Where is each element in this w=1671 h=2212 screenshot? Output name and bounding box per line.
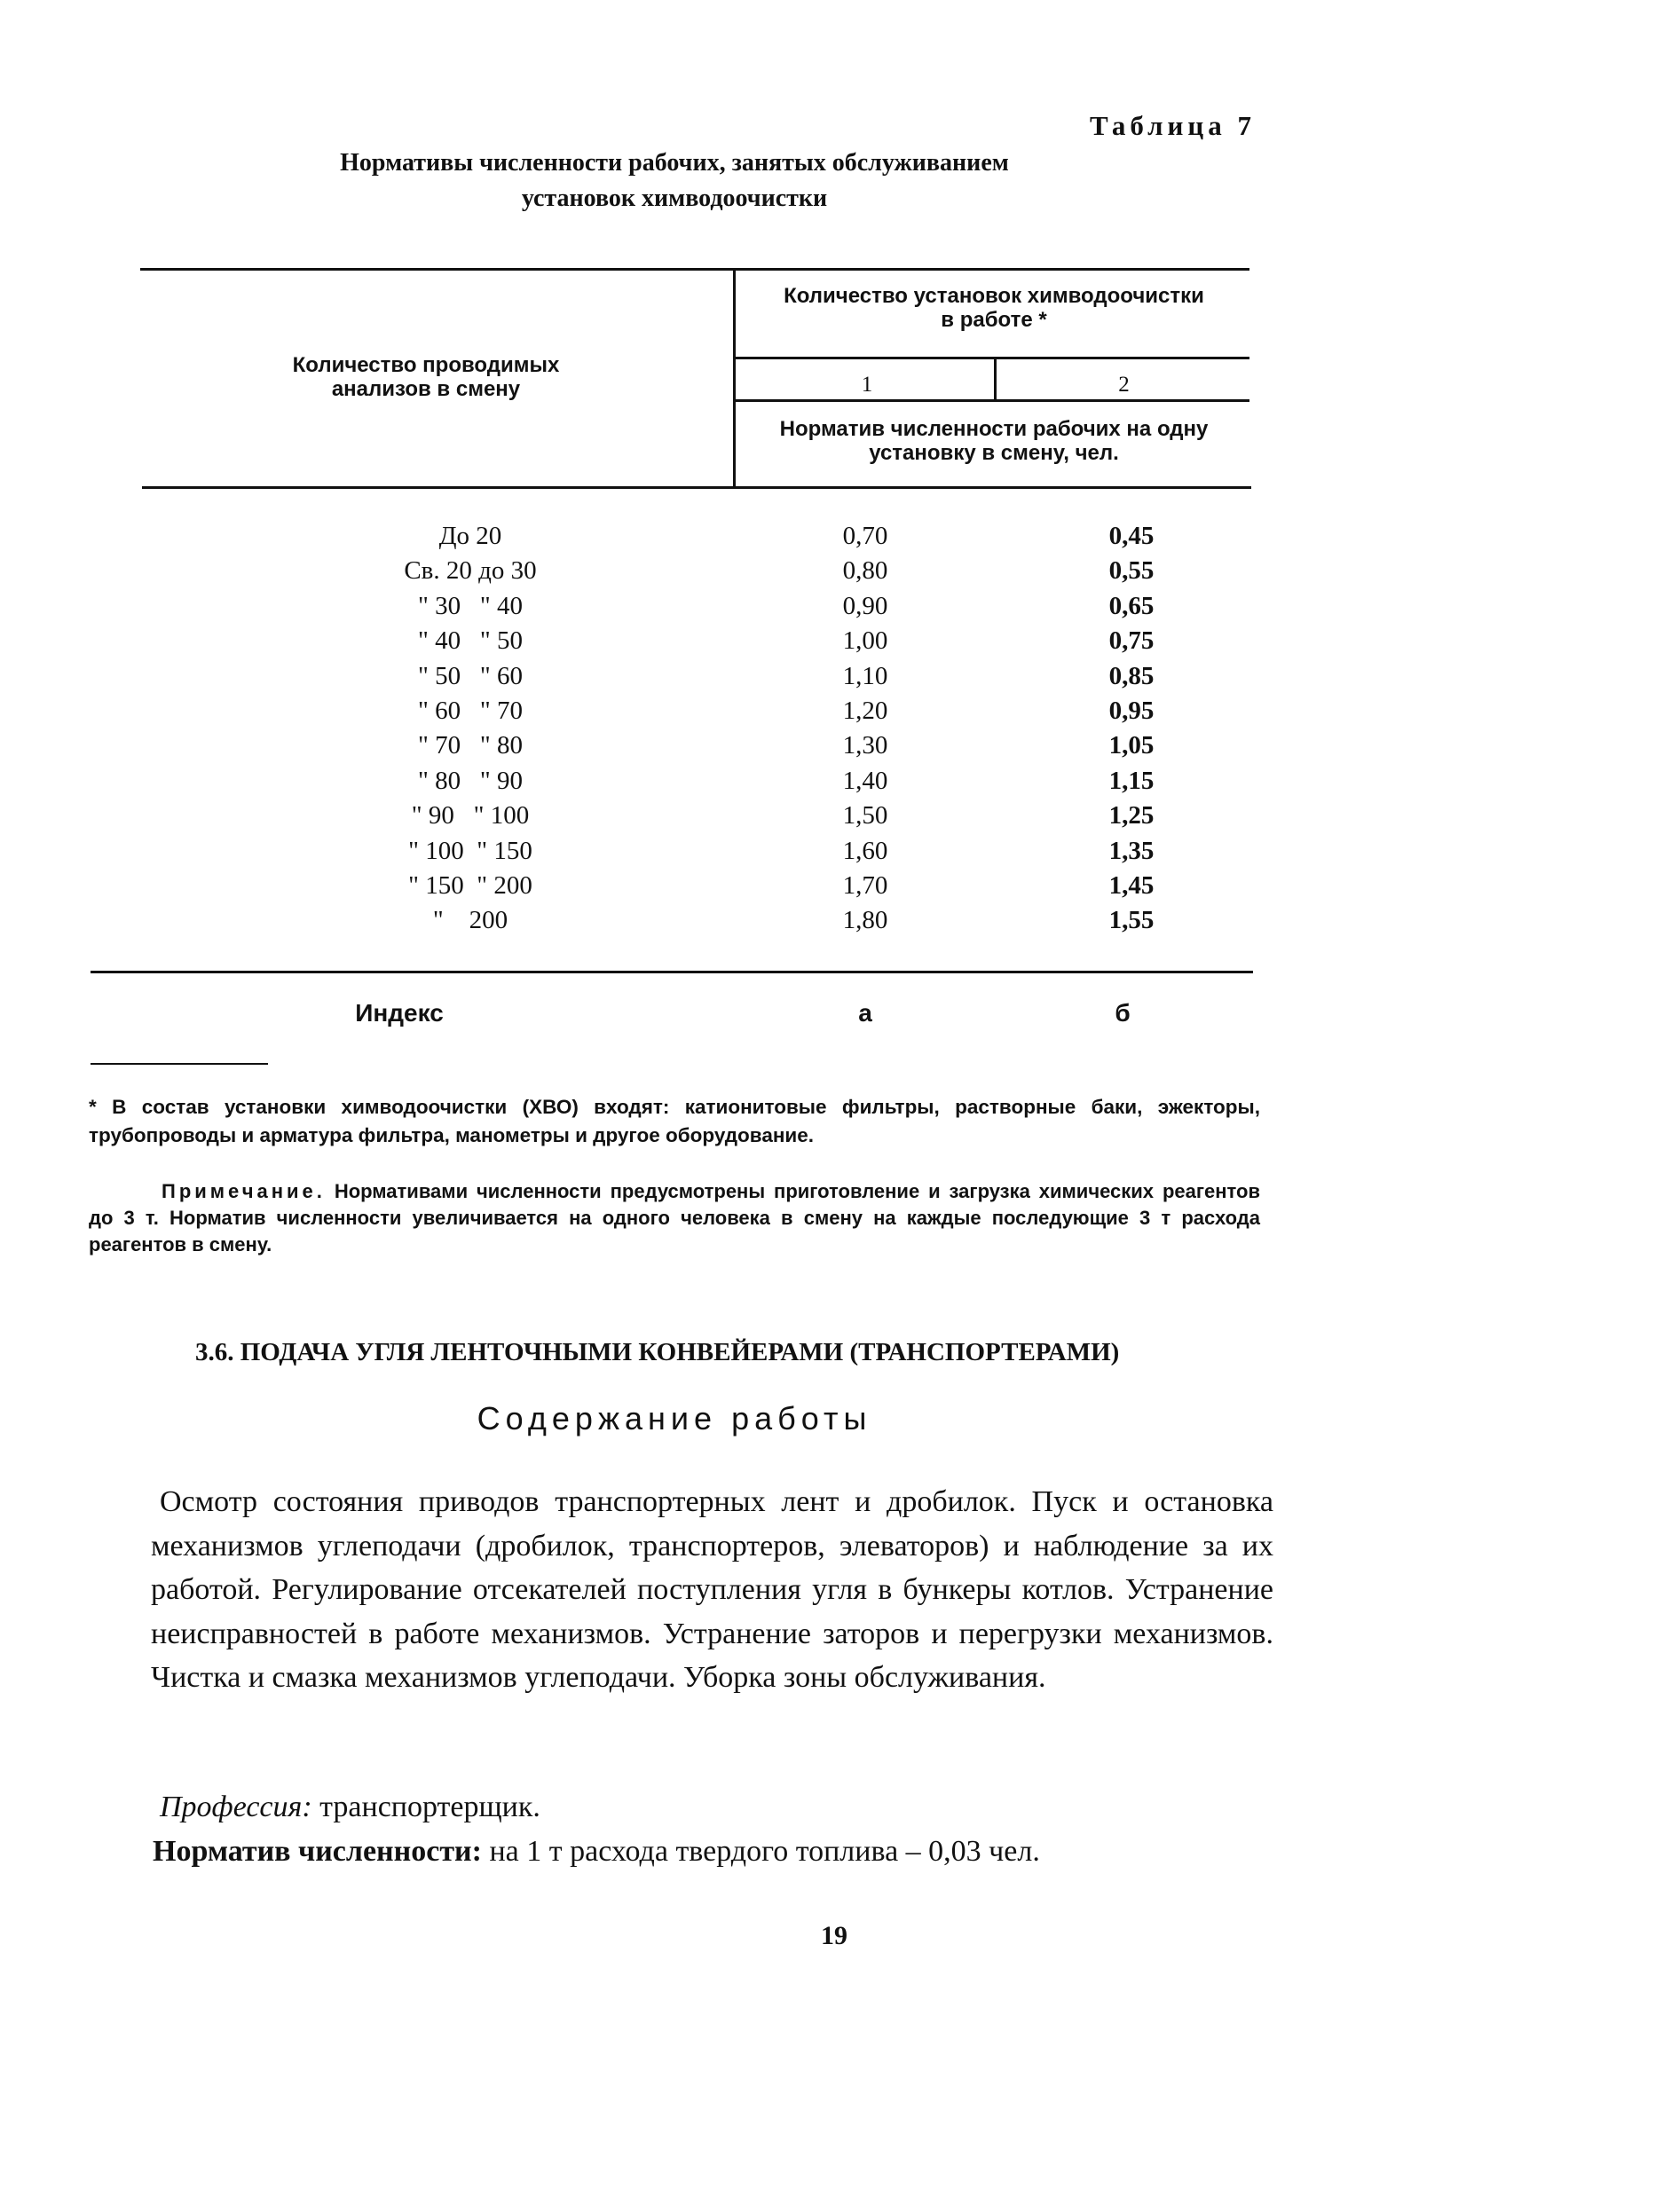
table-index-label: Индекс [355, 999, 444, 1027]
table-cell-b: 0,55 [1108, 556, 1155, 586]
table-column-ranges [266, 519, 674, 939]
table-cell-b: 1,05 [1108, 731, 1155, 760]
table-cell-b: 0,75 [1108, 626, 1155, 656]
table-header-col-1: 1 [861, 373, 873, 397]
normative-line [153, 1835, 1040, 1869]
table-cell-a: 1,10 [842, 661, 888, 690]
table-body-bottom-rule [91, 971, 1253, 973]
table-cell-a: 1,20 [842, 697, 888, 726]
table-cell-b: 1,25 [1108, 801, 1155, 830]
table-header-analyses: Количество проводимых анализов в смену [292, 353, 560, 401]
table-cell-range: " 50 " 60 [418, 661, 523, 690]
table-title [177, 146, 1171, 216]
table-cell-a: 1,80 [842, 906, 888, 935]
table-cell-a: 1,30 [842, 731, 888, 760]
table-cell-a: 0,90 [842, 591, 888, 620]
table-title-line1: Нормативы численности рабочих, занятых обслуживанием [340, 149, 1009, 177]
table-note [89, 1178, 1260, 1258]
table-header-normative: Норматив численности рабочих на одну установку в смену, чел. [779, 417, 1209, 465]
table-label: Таблица 7 [1090, 110, 1256, 141]
table-cell-b: 1,15 [1108, 766, 1155, 795]
table-cell-b: 1,35 [1108, 836, 1155, 865]
table-cell-a: 0,70 [842, 522, 888, 550]
table-header-installations: Количество установок химводоочистки в работе * [784, 284, 1204, 332]
table-cell-a: 1,40 [842, 766, 888, 795]
profession-line [160, 1791, 540, 1824]
table-cell-range: " 60 " 70 [418, 697, 523, 726]
table-title-line2: установок химводоочистки [521, 185, 828, 212]
table-header-col-2: 2 [1118, 373, 1130, 397]
table-cell-range: " 200 [432, 906, 508, 935]
table-subheader-rule-2 [733, 399, 1249, 402]
table-cell-b: 0,95 [1108, 697, 1155, 726]
section-heading: 3.6. ПОДАЧА УГЛЯ ЛЕНТОЧНЫМИ КОНВЕЙЕРАМИ (ТРАНСПОРТЕРАМИ) [195, 1338, 1120, 1366]
table-column-two-installations [1065, 519, 1198, 939]
table-cell-b: 0,85 [1108, 661, 1155, 690]
table-header-bottom-rule [142, 486, 1251, 489]
table-cell-a: 1,00 [842, 626, 888, 656]
table-cell-a: 1,50 [842, 801, 888, 830]
normative-value: на 1 т расхода твердого топлива – 0,03 чел. [489, 1835, 1040, 1868]
table-cell-a: 0,80 [842, 556, 888, 586]
profession-label: Профессия: [160, 1791, 312, 1823]
profession-value: транспортерщик. [319, 1791, 540, 1823]
table-cell-range: " 150 " 200 [408, 871, 532, 901]
table-cell-range: " 40 " 50 [418, 626, 523, 656]
table-cell-b: 0,45 [1108, 522, 1155, 550]
content-heading: Содержание работы [477, 1400, 872, 1437]
note-label: Примечание. [162, 1180, 326, 1202]
table-cell-range: " 90 " 100 [411, 801, 530, 830]
normative-label: Норматив численности: [153, 1835, 482, 1868]
table-subheader-rule-1 [733, 357, 1249, 359]
footnote: * В состав установки химводоочистки (ХВО) входят: катионитовые фильтры, растворные баки, эжекторы, трубопроводы и арматура фильтра, манометры и другое оборудование. [89, 1096, 1260, 1146]
table-cell-a: 1,70 [842, 871, 888, 901]
table-cell-range: Св. 20 до 30 [404, 556, 537, 586]
page-number: 19 [821, 1921, 847, 1950]
table-cell-a: 1,60 [842, 836, 888, 865]
footnote-separator [91, 1063, 268, 1065]
table-index-a: а [858, 999, 872, 1027]
work-content-paragraph: Осмотр состояния приводов транспортерных лент и дробилок. Пуск и остановка механизмов углеподачи (дробилок, транспортеров, элеваторов) и наблюдение за их работой. Регулирование отсекателей поступления угля в бункеры котлов. Устранение неисправностей в работе механизмов. Устранение заторов и перегрузки механизмов. Чистка и смазка механизмов углеподачи. Уборка зоны обслуживания. [151, 1485, 1273, 1694]
table-cell-range: " 70 " 80 [418, 731, 523, 760]
table-cell-b: 1,55 [1108, 906, 1155, 935]
table-cell-b: 0,65 [1108, 591, 1155, 620]
table-column-divider [733, 268, 736, 487]
table-index-b: б [1115, 999, 1131, 1027]
table-cell-range: До 20 [438, 522, 502, 550]
table-cell-range: " 80 " 90 [418, 766, 523, 795]
table-column-one-installation [799, 519, 932, 939]
table-cell-range: " 30 " 40 [418, 591, 523, 620]
table-top-rule [140, 268, 1249, 271]
table-cell-range: " 100 " 150 [408, 836, 532, 865]
table-cell-b: 1,45 [1108, 871, 1155, 901]
note-text: Нормативами численности предусмотрены приготовление и загрузка химических реагентов до 3 т. Норматив численности увеличивается на одного человека в смену на каждые последующие 3 т расхода реагентов в смену. [89, 1180, 1260, 1256]
